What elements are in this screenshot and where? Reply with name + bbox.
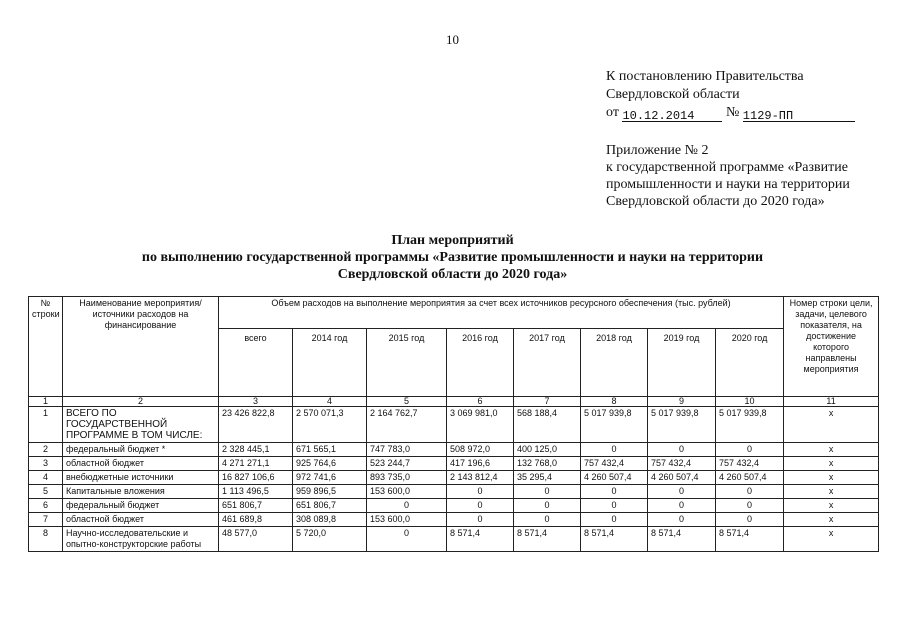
- header-year-0: всего: [219, 329, 293, 397]
- column-index-cell: 8: [581, 397, 648, 407]
- row-number-cell: 2: [29, 443, 63, 457]
- decree-no-label: №: [725, 105, 740, 120]
- decree-block: [606, 68, 855, 122]
- row-value-cell: 308 089,8: [293, 513, 367, 527]
- title-line-1: План мероприятий: [391, 233, 514, 248]
- row-value-cell: 35 295,4: [514, 471, 581, 485]
- table-row: [29, 513, 879, 527]
- column-index-cell: 2: [63, 397, 219, 407]
- page-number: 10: [446, 32, 459, 47]
- decree-from-label: от: [606, 105, 619, 120]
- header-year-7: 2020 год: [716, 329, 784, 397]
- table-row: [29, 485, 879, 499]
- row-value-cell: 417 196,6: [447, 457, 514, 471]
- table-row: [29, 527, 879, 552]
- row-value-cell: 5 017 939,8: [716, 407, 784, 443]
- row-target-cell: x: [784, 485, 879, 499]
- row-value-cell: 23 426 822,8: [219, 407, 293, 443]
- decree-number: 1129-ПП: [742, 109, 794, 123]
- row-number-cell: 4: [29, 471, 63, 485]
- row-value-cell: 651 806,7: [293, 499, 367, 513]
- row-value-cell: 925 764,6: [293, 457, 367, 471]
- row-value-cell: 2 164 762,7: [367, 407, 447, 443]
- column-index-cell: 3: [219, 397, 293, 407]
- row-target-cell: x: [784, 527, 879, 552]
- row-value-cell: 4 260 507,4: [648, 471, 716, 485]
- row-target-cell: x: [784, 499, 879, 513]
- column-index-cell: 5: [367, 397, 447, 407]
- row-number-cell: 3: [29, 457, 63, 471]
- row-target-cell: x: [784, 457, 879, 471]
- decree-date-blank: [622, 107, 722, 122]
- row-value-cell: 48 577,0: [219, 527, 293, 552]
- row-value-cell: 1 113 496,5: [219, 485, 293, 499]
- row-value-cell: 153 600,0: [367, 485, 447, 499]
- row-value-cell: 0: [716, 513, 784, 527]
- row-number-cell: 1: [29, 407, 63, 443]
- header-year-3: 2016 год: [447, 329, 514, 397]
- row-name-cell: Капитальные вложения: [63, 485, 219, 499]
- header-year-6: 2019 год: [648, 329, 716, 397]
- row-value-cell: 0: [648, 499, 716, 513]
- row-value-cell: 0: [447, 513, 514, 527]
- row-name-cell: внебюджетные источники: [63, 471, 219, 485]
- row-value-cell: 0: [716, 443, 784, 457]
- header-year-4: 2017 год: [514, 329, 581, 397]
- row-value-cell: 8 571,4: [716, 527, 784, 552]
- row-number-cell: 6: [29, 499, 63, 513]
- row-value-cell: 651 806,7: [219, 499, 293, 513]
- row-value-cell: 0: [367, 527, 447, 552]
- row-value-cell: 0: [367, 499, 447, 513]
- row-name-cell: федеральный бюджет: [63, 499, 219, 513]
- row-number-cell: 7: [29, 513, 63, 527]
- title-line-3: Свердловской области до 2020 года»: [337, 267, 568, 282]
- row-value-cell: 5 720,0: [293, 527, 367, 552]
- row-value-cell: 2 328 445,1: [219, 443, 293, 457]
- row-value-cell: 400 125,0: [514, 443, 581, 457]
- row-name-cell: областной бюджет: [63, 513, 219, 527]
- row-value-cell: 0: [648, 443, 716, 457]
- row-value-cell: 2 143 812,4: [447, 471, 514, 485]
- row-value-cell: 8 571,4: [514, 527, 581, 552]
- row-number-cell: 5: [29, 485, 63, 499]
- row-value-cell: 8 571,4: [447, 527, 514, 552]
- row-name-cell: федеральный бюджет *: [63, 443, 219, 457]
- row-value-cell: 0: [447, 499, 514, 513]
- column-index-row: [29, 397, 879, 407]
- document-title: [0, 232, 905, 283]
- appendix-line-1: Приложение № 2: [606, 143, 709, 158]
- row-value-cell: 0: [581, 485, 648, 499]
- row-value-cell: 0: [447, 485, 514, 499]
- row-value-cell: 972 741,6: [293, 471, 367, 485]
- column-index-cell: 7: [514, 397, 581, 407]
- row-value-cell: 893 735,0: [367, 471, 447, 485]
- row-value-cell: 671 565,1: [293, 443, 367, 457]
- row-value-cell: 523 244,7: [367, 457, 447, 471]
- column-index-cell: 10: [716, 397, 784, 407]
- row-value-cell: 0: [514, 513, 581, 527]
- row-value-cell: 4 271 271,1: [219, 457, 293, 471]
- row-value-cell: 959 896,5: [293, 485, 367, 499]
- column-index-cell: 11: [784, 397, 879, 407]
- decree-date: 10.12.2014: [622, 109, 695, 123]
- row-value-cell: 0: [581, 513, 648, 527]
- row-value-cell: 747 783,0: [367, 443, 447, 457]
- row-value-cell: 8 571,4: [648, 527, 716, 552]
- row-value-cell: 2 570 071,3: [293, 407, 367, 443]
- header-row-number: № строки: [29, 297, 63, 397]
- header-activity-name: Наименование мероприятия/ источники расходов на финансирование: [63, 297, 219, 397]
- row-value-cell: 16 827 106,6: [219, 471, 293, 485]
- appendix-line-3: промышленности и науки на территории: [606, 177, 850, 192]
- row-value-cell: 568 188,4: [514, 407, 581, 443]
- row-name-cell: Научно-исследовательские и опытно-конструкторские работы: [63, 527, 219, 552]
- row-value-cell: 461 689,8: [219, 513, 293, 527]
- decree-line-1: К постановлению Правительства: [606, 69, 804, 84]
- header-year-1: 2014 год: [293, 329, 367, 397]
- row-value-cell: 0: [514, 499, 581, 513]
- table-row: [29, 457, 879, 471]
- column-index-cell: 4: [293, 397, 367, 407]
- row-value-cell: 757 432,4: [648, 457, 716, 471]
- row-value-cell: 0: [716, 485, 784, 499]
- appendix-block: [606, 142, 850, 210]
- row-value-cell: 0: [716, 499, 784, 513]
- title-line-2: по выполнению государственной программы «Развитие промышленности и науки на территории: [141, 250, 764, 265]
- row-value-cell: 0: [581, 443, 648, 457]
- header-year-5: 2018 год: [581, 329, 648, 397]
- row-value-cell: 5 017 939,8: [648, 407, 716, 443]
- row-value-cell: 0: [514, 485, 581, 499]
- appendix-line-2: к государственной программе «Развитие: [606, 160, 848, 175]
- row-target-cell: x: [784, 407, 879, 443]
- row-name-cell: областной бюджет: [63, 457, 219, 471]
- header-expense-volume: Объем расходов на выполнение мероприятия за счет всех источников ресурсного обеспечения (тыс. рублей): [219, 297, 784, 329]
- row-value-cell: 4 260 507,4: [581, 471, 648, 485]
- table-row: [29, 407, 879, 443]
- row-value-cell: 5 017 939,8: [581, 407, 648, 443]
- column-index-cell: 6: [447, 397, 514, 407]
- table-row: [29, 471, 879, 485]
- row-value-cell: 508 972,0: [447, 443, 514, 457]
- row-name-cell: ВСЕГО ПО ГОСУДАРСТВЕННОЙ ПРОГРАММЕ В ТОМ ЧИСЛЕ:: [63, 407, 219, 443]
- column-index-cell: 9: [648, 397, 716, 407]
- row-target-cell: x: [784, 471, 879, 485]
- decree-line-2: Свердловской области: [606, 87, 740, 102]
- table-row: [29, 443, 879, 457]
- row-value-cell: 757 432,4: [581, 457, 648, 471]
- row-value-cell: 0: [581, 499, 648, 513]
- column-index-cell: 1: [29, 397, 63, 407]
- row-value-cell: 757 432,4: [716, 457, 784, 471]
- row-target-cell: x: [784, 443, 879, 457]
- row-value-cell: 153 600,0: [367, 513, 447, 527]
- row-target-cell: x: [784, 513, 879, 527]
- table-row: [29, 499, 879, 513]
- row-value-cell: 8 571,4: [581, 527, 648, 552]
- row-value-cell: 4 260 507,4: [716, 471, 784, 485]
- header-target-row: Номер строки цели, задачи, целевого показателя, на достижение которого направлены мероприятия: [784, 297, 879, 397]
- header-year-2: 2015 год: [367, 329, 447, 397]
- appendix-line-4: Свердловской области до 2020 года»: [606, 194, 825, 209]
- row-value-cell: 0: [648, 513, 716, 527]
- row-number-cell: 8: [29, 527, 63, 552]
- row-value-cell: 132 768,0: [514, 457, 581, 471]
- plan-table: [28, 296, 879, 552]
- row-value-cell: 0: [648, 485, 716, 499]
- decree-number-blank: [743, 107, 855, 122]
- decree-date-line: [606, 104, 855, 122]
- row-value-cell: 3 069 981,0: [447, 407, 514, 443]
